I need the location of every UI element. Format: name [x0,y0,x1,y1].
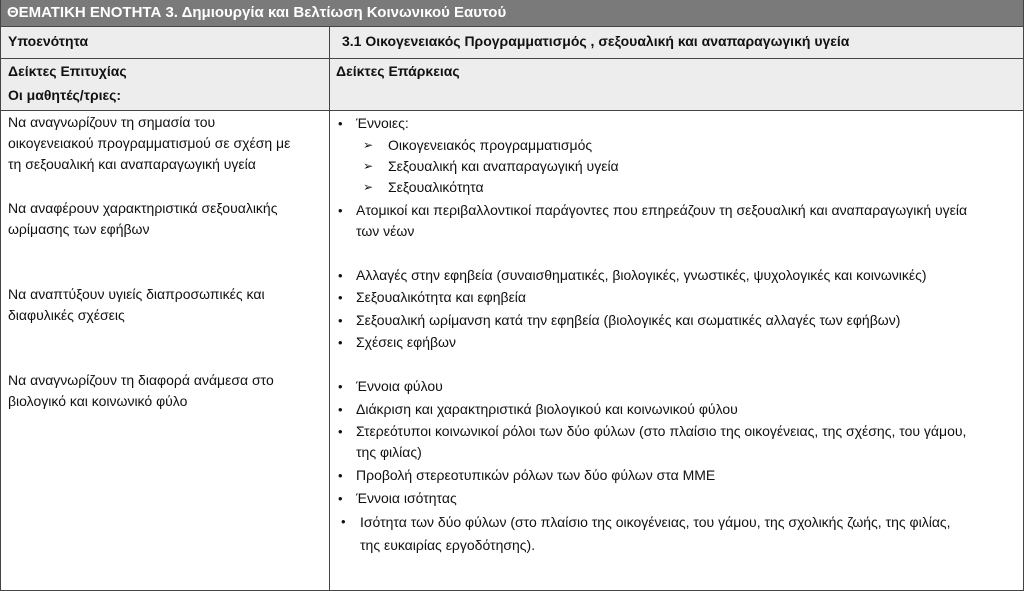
subunit-row [1,27,1023,59]
adolescence-item: Σχέσεις εφήβων [356,334,456,350]
success-indicator-3: Να αναπτύξουν υγιείς διαπροσωπικές και διαφυλικές σχέσεις [8,286,265,323]
success-indicator-1: Να αναγνωρίζουν τη σημασία του οικογενειακού προγραμματισμού σε σχέση με τη σεξουαλική και αναπαραγωγική υγεία [8,114,291,172]
section-title: ΘΕΜΑΤΙΚΗ ΕΝΟΤΗΤΑ 3. Δημιουργία και Βελτίωση Κοινωνικού Εαυτού [1,0,1023,27]
students-label: Οι μαθητές/τριες: [8,87,122,103]
bullet-icon: • [338,379,343,394]
adequacy-indicators-header: Δείκτες Επάρκειας [336,63,460,79]
arrow-bullet-icon: ➢ [363,159,374,173]
arrow-bullet-icon: ➢ [363,138,374,152]
subunit-label: Υποενότητα [8,33,89,49]
concept-item: Σεξουαλικότητα [388,179,484,195]
subunit-title: 3.1 Οικογενειακός Προγραμματισμός , σεξουαλική και αναπαραγωγική υγεία [342,33,850,49]
arrow-bullet-icon: ➢ [363,180,374,194]
bullet-icon: • [338,335,343,350]
concept-item: Οικογενειακός προγραμματισμός [388,137,593,153]
header-row [1,59,1023,111]
gender-item: Ισότητα των δύο φύλων (στο πλαίσιο της οικογένειας, του γάμου, της σχολικής ζωής, της φιλίας, της ευκαιρίας εργοδότησης). [360,514,951,553]
bullet-icon: • [338,116,343,131]
gender-item: Διάκριση και χαρακτηριστικά βιολογικού και κοινωνικού φύλου [356,401,738,417]
success-indicators-header: Δείκτες Επιτυχίας [8,63,127,79]
content-row [1,111,1023,590]
gender-item: Προβολή στερεοτυπικών ρόλων των δύο φύλων στα ΜΜΕ [356,467,716,483]
bullet-icon: • [338,491,343,506]
bullet-icon: • [338,313,343,328]
adolescence-item: Σεξουαλική ωρίμανση κατά την εφηβεία (βιολογικές και σωματικές αλλαγές των εφήβων) [356,312,901,328]
adolescence-item: Αλλαγές στην εφηβεία (συναισθηματικές, βιολογικές, γνωστικές, ψυχολογικές και κοινωνικές) [356,267,927,283]
bullet-icon: • [338,290,343,305]
bullet-icon: • [338,424,343,439]
gender-item: Έννοια φύλου [356,378,443,394]
factors-item: Ατομικοί και περιβαλλοντικοί παράγοντες που επηρεάζουν τη σεξουαλική και αναπαραγωγική υγεία των νέων [356,202,968,239]
bullet-icon: • [338,203,343,218]
gender-item: Έννοια ισότητας [356,490,457,506]
success-indicator-2: Να αναφέρουν χαρακτηριστικά σεξουαλικής ωρίμασης των εφήβων [8,200,278,237]
gender-item: Στερεότυποι κοινωνικοί ρόλοι των δύο φύλων (στο πλαίσιο της οικογένειας, της σχέσης, του γάμου, της φιλίας) [356,423,967,460]
bullet-icon: • [338,402,343,417]
concepts-label: Έννοιες: [356,115,409,131]
adolescence-item: Σεξουαλικότητα και εφηβεία [356,289,527,305]
bullet-icon: • [341,514,346,529]
bullet-icon: • [338,268,343,283]
concept-item: Σεξουαλική και αναπαραγωγική υγεία [388,158,619,174]
bullet-icon: • [338,468,343,483]
success-indicator-4: Να αναγνωρίζουν τη διαφορά ανάμεσα στο βιολογικό και κοινωνικό φύλο [8,372,274,409]
